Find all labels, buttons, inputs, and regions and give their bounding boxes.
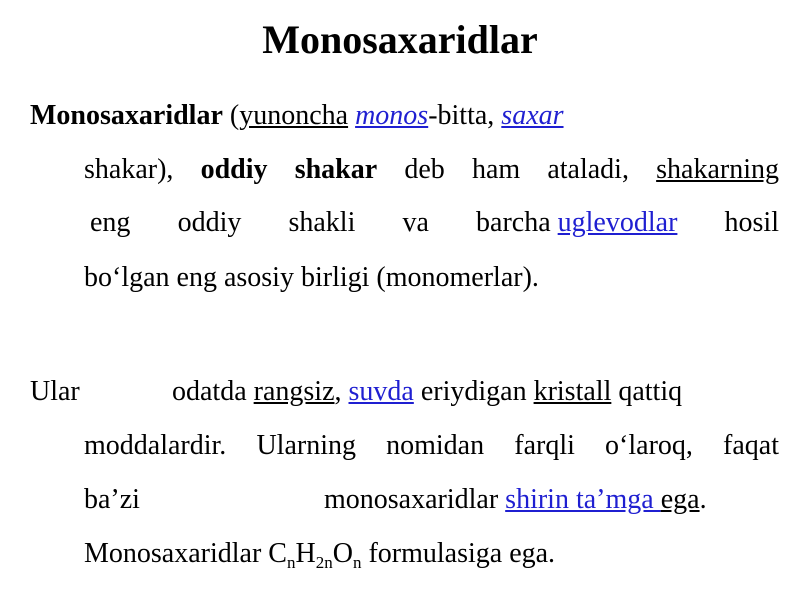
word-monosaxaridlar-2: Monosaxaridlar bbox=[84, 538, 262, 569]
word-nomidan: nomidan bbox=[386, 430, 485, 461]
word-farqli: farqli bbox=[514, 430, 575, 461]
formula-h: H bbox=[295, 538, 316, 569]
word-moddalardir: moddalardir. bbox=[84, 430, 227, 461]
formula-tail: formulasiga ega. bbox=[361, 538, 556, 569]
p2-line-1 bbox=[30, 372, 780, 412]
word-kristall: kristall bbox=[533, 376, 612, 407]
word-shakli: shakli bbox=[288, 207, 356, 238]
word-shakar: shakar bbox=[294, 154, 378, 185]
formula-sub-2n: 2n bbox=[315, 553, 333, 572]
word-ularning: Ularning bbox=[256, 430, 356, 461]
link-monos[interactable]: monos bbox=[355, 100, 429, 131]
formula bbox=[268, 538, 362, 572]
p2-line-3 bbox=[84, 480, 784, 520]
formula-sub-n: n bbox=[286, 553, 296, 572]
word-bazi: ba’zi bbox=[84, 484, 140, 515]
word-odatda: odatda bbox=[172, 376, 247, 407]
formula-c: C bbox=[268, 538, 287, 569]
word-barcha: barcha bbox=[476, 207, 551, 238]
p1-line-3 bbox=[90, 203, 779, 243]
page-title: Monosaxaridlar bbox=[262, 17, 538, 62]
word-oddiy: oddiy bbox=[200, 154, 268, 185]
p1-line-4: bo‘lgan eng asosiy birligi (monomerlar). bbox=[84, 262, 539, 293]
formula-sub-n2: n bbox=[352, 553, 362, 572]
link-shirin-tamga[interactable]: shirin ta’mga bbox=[505, 484, 661, 515]
word-qattiq: qattiq bbox=[618, 376, 683, 407]
word-faqat: faqat bbox=[723, 430, 779, 461]
word-monosaxaridlar: monosaxaridlar bbox=[324, 484, 499, 515]
word-hosil: hosil bbox=[724, 207, 779, 238]
word-ega: ega bbox=[660, 484, 700, 515]
p2-line-2 bbox=[84, 426, 779, 466]
word-shakar-paren: shakar), bbox=[84, 154, 174, 185]
link-saxar[interactable]: saxar bbox=[501, 100, 564, 131]
word-deb: deb bbox=[404, 154, 445, 185]
link-uglevodlar[interactable]: uglevodlar bbox=[557, 207, 678, 238]
comma: , bbox=[334, 376, 342, 407]
link-suvda[interactable]: suvda bbox=[348, 376, 414, 407]
p1-line-1 bbox=[30, 96, 564, 136]
word-eng: eng bbox=[90, 207, 131, 238]
open-paren: ( bbox=[229, 100, 240, 131]
word-shakarning: shakarning bbox=[656, 154, 779, 185]
text-bitta: -bitta, bbox=[428, 100, 502, 131]
period: . bbox=[699, 484, 707, 515]
word-yunoncha: yunoncha bbox=[239, 100, 349, 131]
word-eriydigan: eriydigan bbox=[420, 376, 527, 407]
term-monosaxaridlar: Monosaxaridlar bbox=[30, 100, 223, 131]
word-olaroq: o‘laroq, bbox=[605, 430, 693, 461]
word-ham: ham bbox=[471, 154, 521, 185]
p2-line-4 bbox=[84, 534, 555, 574]
formula-o: O bbox=[332, 538, 353, 569]
word-ataladi: ataladi, bbox=[547, 154, 629, 185]
word-va: va bbox=[402, 207, 429, 238]
word-rangsiz: rangsiz bbox=[253, 376, 335, 407]
word-ular: Ular bbox=[30, 376, 80, 407]
p1-line-2 bbox=[84, 150, 779, 190]
word-oddiy-2: oddiy bbox=[177, 207, 242, 238]
